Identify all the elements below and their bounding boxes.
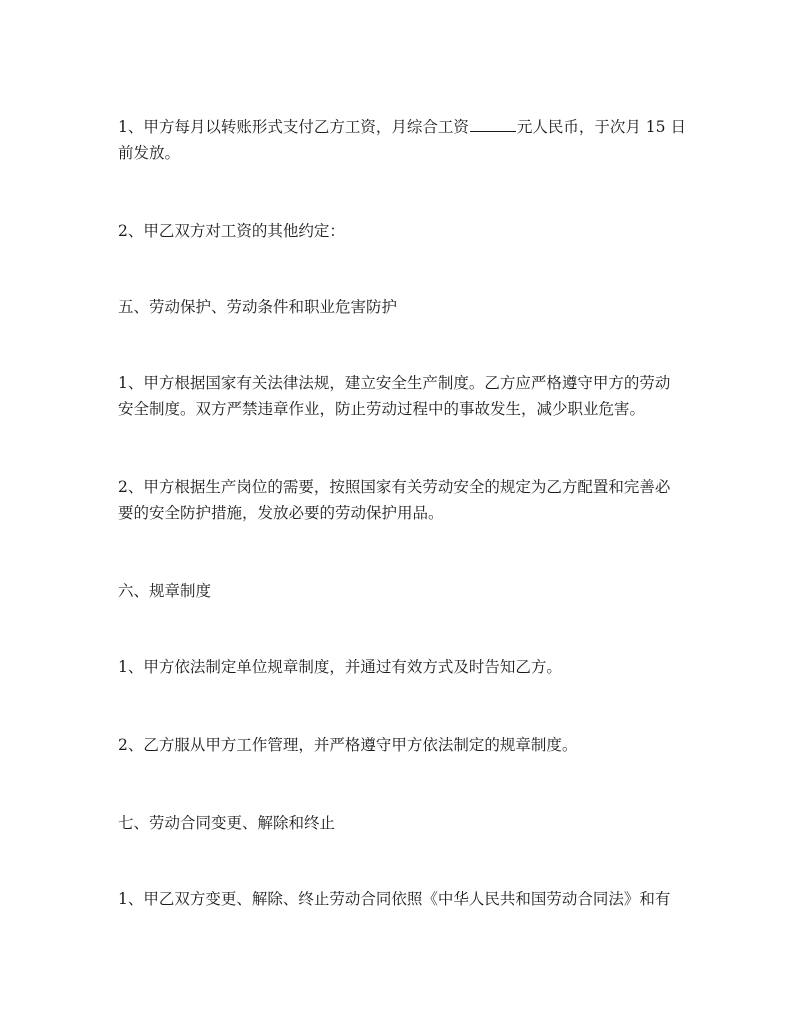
rules-formulation-text: 1、甲方依法制定单位规章制度，并通过有效方式及时告知乙方。 [118, 658, 562, 676]
rules-formulation-clause [118, 654, 684, 680]
section-heading-labor-protection-text: 五、劳动保护、劳动条件和职业危害防护 [118, 298, 398, 316]
protective-equipment-line-2: 要的安全防护措施，发放必要的劳动保护用品。 [118, 504, 444, 522]
salary-text-after-blank: 元人民币，于次月 15 日 [516, 118, 686, 136]
section-heading-rules-text: 六、规章制度 [118, 582, 212, 600]
salary-payment-line-2: 前发放。 [118, 144, 181, 162]
other-salary-terms-text: 2、甲乙双方对工资的其他约定： [118, 222, 345, 240]
section-heading-rules [118, 578, 684, 604]
rules-compliance-clause [118, 732, 684, 758]
safety-system-clause [118, 370, 684, 422]
rules-compliance-text: 2、乙方服从甲方工作管理，并严格遵守甲方依法制定的规章制度。 [118, 736, 578, 754]
other-salary-terms-clause [118, 218, 684, 244]
salary-text-before-blank: 1、甲方每月以转账形式支付乙方工资，月综合工资 [118, 118, 469, 136]
contract-change-text: 1、甲乙双方变更、解除、终止劳动合同依照《中华人民共和国劳动合同法》和有 [118, 890, 671, 908]
safety-system-line-1: 1、甲方根据国家有关法律法规，建立安全生产制度。乙方应严格遵守甲方的劳动 [118, 374, 671, 392]
protective-equipment-clause [118, 474, 684, 526]
section-heading-labor-protection [118, 294, 684, 320]
salary-amount-blank [470, 116, 516, 132]
salary-payment-line-1 [118, 114, 684, 140]
salary-payment-clause [118, 114, 684, 166]
protective-equipment-line-1: 2、甲方根据生产岗位的需要，按照国家有关劳动安全的规定为乙方配置和完善必 [118, 478, 671, 496]
contract-change-clause [118, 886, 684, 912]
safety-system-line-2: 安全制度。双方严禁违章作业，防止劳动过程中的事故发生，减少职业危害。 [118, 400, 646, 418]
section-heading-contract-change [118, 810, 684, 836]
section-heading-contract-change-text: 七、劳动合同变更、解除和终止 [118, 814, 336, 832]
